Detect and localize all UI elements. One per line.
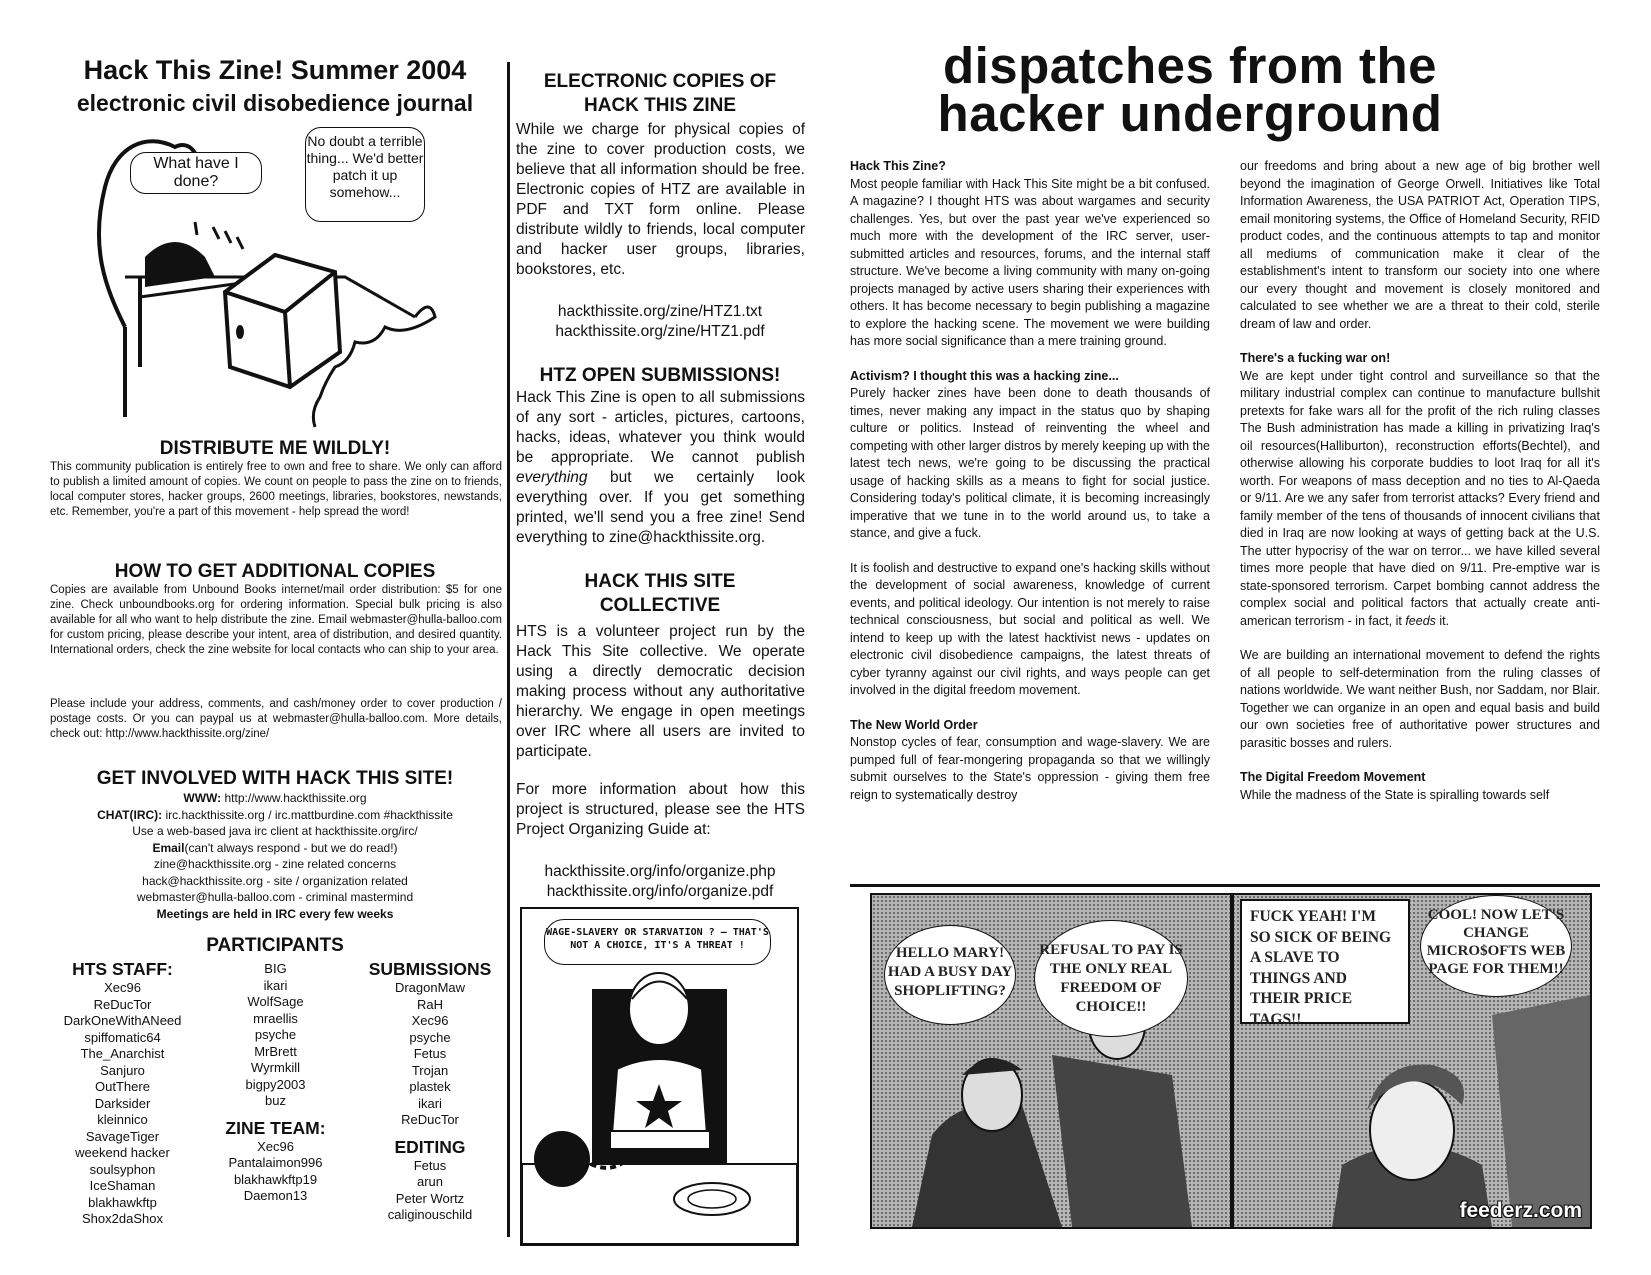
- participant-name: IceShaman: [89, 1178, 156, 1193]
- zine-team-heading: ZINE TEAM:: [225, 1117, 326, 1138]
- submissions-text-a: Hack This Zine is open to all submissions of any sort - articles, pictures, cartoons, hacks, ideas, whatever you think would be appropriate. We cannot publish: [516, 389, 805, 466]
- middle-column: [208, 961, 343, 1205]
- chat-label: CHAT(IRC):: [97, 807, 163, 822]
- participant-name: Daemon13: [243, 1188, 308, 1203]
- collective-body-2: For more information about how this project is structured, please see the HTS Project Organizing Guide at:: [516, 781, 805, 838]
- submissions-text-em: everything: [516, 469, 588, 486]
- email-line: [40, 840, 510, 857]
- organize-php-link[interactable]: hackthissite.org/info/organize.php: [544, 863, 776, 880]
- submissions-heading: SUBMISSIONS: [368, 959, 492, 979]
- participant-name: Shox2daShox: [82, 1211, 163, 1226]
- article-column-b: [1240, 158, 1600, 804]
- staff-heading: HTS STAFF:: [72, 959, 173, 979]
- participant-name: plastek: [409, 1079, 451, 1094]
- dispatches-title-line-1: dispatches from the: [942, 37, 1438, 94]
- www-line: [40, 790, 510, 807]
- editing-list: [355, 1158, 505, 1224]
- participant-name: OutThere: [95, 1079, 150, 1094]
- wage-slavery-illustration: [520, 907, 799, 1246]
- distribute-heading: DISTRIBUTE ME WILDLY!: [159, 438, 391, 459]
- participant-name: weekend hacker: [75, 1145, 170, 1160]
- submissions-open-heading: HTZ OPEN SUBMISSIONS!: [539, 365, 781, 386]
- copies-body-1: Copies are available from Unbound Books internet/mail order distribution: $5 for one zine. Check unboundbooks.org for ordering information. Special bulk pricing is also available for all who want to help distribute the zine. Email webmaster@hulla-balloo.com for custom pricing, please describe your intent, area of distribution, and desired quantity. International orders, check the zine website for local contacts who can ship to your area.: [50, 584, 502, 656]
- involved-heading: GET INVOLVED WITH HACK THIS SITE!: [96, 768, 454, 789]
- copies-body-2: Please include your address, comments, and cash/money order to cover production / postage costs. Or you can paypal us at webmaster@hulla-balloo.com. More details, check out: http://www.hackthissite.org/zine/: [50, 698, 502, 740]
- participant-name: Trojan: [411, 1062, 449, 1078]
- collective-heading: HACK THIS SITE COLLECTIVE: [584, 571, 736, 616]
- zine-subtitle: electronic civil disobedience journal: [76, 90, 474, 116]
- participant-name: Xec96: [257, 1138, 294, 1154]
- article-column-a: [850, 158, 1210, 804]
- distribute-body: This community publication is entirely free to own and free to share. We only can afford to publish a limited amount of copies. We count on people to pass the zine on to friends, local computer stores, hacker groups, 2600 meetings, libraries, bookstores, newstands, etc. Remember, you're a part of this movement - help spread the word!: [50, 461, 502, 518]
- submissions-column: [355, 959, 505, 1224]
- participant-name: psyche: [409, 1029, 451, 1045]
- shoplifting-comic: [870, 893, 1592, 1229]
- dispatches-title-line-2: hacker underground: [937, 85, 1443, 142]
- speech-bubble-left: What have I done?: [130, 152, 262, 194]
- participant-name: Pantalaimon996: [228, 1155, 323, 1170]
- electronic-body: While we charge for physical copies of the zine to cover production costs, we believe that all information should be free. Electronic copies of HTZ are available in PDF and TXT form online. Please distribute wildly to friends, local computer and hacker user groups, libraries, bookstores, etc.: [516, 121, 805, 278]
- email-label: Email: [152, 840, 185, 855]
- comic-caption-fuck-yeah: FUCK YEAH! I'M SO SICK OF BEING A SLAVE TO THINGS AND THEIR PRICE TAGS!!: [1240, 899, 1410, 1024]
- participant-name: ReDucTor: [401, 1112, 459, 1127]
- participant-name: Fetus: [413, 1046, 447, 1061]
- participant-name: ikari: [418, 1095, 442, 1111]
- chat-line: [40, 807, 510, 824]
- participant-name: Xec96: [104, 980, 141, 995]
- comic-bubble-hello-mary: HELLO MARY! HAD A BUSY DAY SHOPLIFTING?: [884, 925, 1016, 1025]
- organize-pdf-link[interactable]: hackthissite.org/info/organize.pdf: [546, 883, 774, 900]
- submissions-open-body: [516, 388, 805, 548]
- hack-this-zine-para: Most people familiar with Hack This Site might be a bit confused. A magazine? I thought HTS was about wargames and security challenges. Yes, but over the past year we've experienced so much more with the development of the IRC server, user-submitted articles and resources, forums, and the internal staff structure. We've become a living community with many on-going projects managed by active users sharing their experiences with others. It has become necessary to begin publishing a magazine to explore the hacking scene. The movement we were building has more social significance than a mere training ground.: [850, 176, 1210, 348]
- war-subhead: There's a fucking war on!: [1240, 351, 1391, 365]
- copies-heading: HOW TO GET ADDITIONAL COPIES: [114, 561, 436, 582]
- new-world-order-subhead: The New World Order: [850, 717, 978, 732]
- speech-bubble-right: No doubt a terrible thing... We'd better patch it up somehow...: [305, 127, 425, 222]
- participant-name: DragonMaw: [394, 980, 466, 995]
- digital-freedom-subhead: The Digital Freedom Movement: [1240, 770, 1426, 784]
- involved-contacts: [40, 790, 510, 922]
- email-webmaster[interactable]: webmaster@hulla-balloo.com - criminal mastermind: [136, 890, 414, 904]
- chat-value: irc.hackthissite.org / irc.mattburdine.com #hackthissite: [162, 807, 453, 822]
- staff-list: [50, 980, 195, 1228]
- email-zine[interactable]: zine@hackthissite.org - zine related concerns: [153, 857, 397, 871]
- war-text-b: it.: [1435, 613, 1450, 628]
- participant-name: blakhawkftp19: [233, 1171, 318, 1187]
- participant-name: soulsyphon: [89, 1161, 156, 1177]
- htz-pdf-link[interactable]: hackthissite.org/zine/HTZ1.pdf: [555, 323, 765, 340]
- participant-name: ikari: [263, 977, 288, 993]
- electronic-heading: ELECTRONIC COPIES OF HACK THIS ZINE: [543, 71, 777, 116]
- comic-credit: feederz.com: [1459, 1199, 1582, 1222]
- staff-column: [50, 959, 195, 1228]
- participants-heading: PARTICIPANTS: [206, 935, 344, 956]
- participant-name: psyche: [254, 1027, 297, 1042]
- participant-name: bigpy2003: [245, 1076, 306, 1092]
- email-hack[interactable]: hack@hackthissite.org - site / organization related: [142, 873, 408, 888]
- participant-name: buz: [265, 1093, 286, 1108]
- email-note: (can't always respond - but we do read!): [184, 840, 398, 855]
- collective-body-1: HTS is a volunteer project run by the Hack This Site collective. We operate using a directly democratic decision making process without any authoritative hierarchy. We engage in open meetings over IRC where all users are invited to participate.: [516, 623, 805, 760]
- foolish-para: It is foolish and destructive to expand one's hacking skills without the development of social awareness, knowledge of current events, and political ideology. Our intention is not merely to raise technical consciousness, but social and political as well. We intend to keep up with the latest hacktivist news - updates on electronic civil disobedience campaigns, the latest threats of cyber tyranny against our civil rights, and ways people can get involved in the digital freedom movement.: [850, 560, 1210, 697]
- java-line: Use a web-based java irc client at hackthissite.org/irc/: [132, 824, 418, 838]
- column-divider: [507, 62, 510, 1237]
- htz-txt-link[interactable]: hackthissite.org/zine/HTZ1.txt: [557, 303, 763, 320]
- participant-name: MrBrett: [254, 1043, 297, 1059]
- participant-name: caliginouschild: [387, 1207, 473, 1222]
- participant-name: ReDucTor: [93, 996, 152, 1012]
- participant-name: The_Anarchist: [80, 1046, 165, 1061]
- hack-this-zine-subhead: Hack This Zine?: [850, 159, 946, 173]
- www-label: WWW:: [183, 791, 222, 805]
- war-text-a: We are kept under tight control and surveillance so that the military industrial complex can continue to manufacture bullshit pretexts for fake wars all for the profit of the rich ruling classes The Bush administration has made a killing in privatizing Iraq's oil resources(Halliburton), reconstruction efforts(Bechtel), and otherwise allowing his corporate buddies to loot Iraq for all it's worth. For weapons of mass deception and no ties to Al-Qaeda or 9/11. Are we any safer from terrorist attacks? Every friend and family member of the tens of thousands of innocent civilians that died in Iraq are now looking at ways of getting back at the U.S. The utter hypocrisy of the war on terror... we have killed several times more people that have died on 9/11. Pre-emptive war is state-sponsored terrorism. Carpet bombing cannot address the complex social and political factors that actually create anti-american terrorism - in fact, it: [1240, 368, 1600, 628]
- submissions-list: [355, 980, 505, 1129]
- participant-name: kleinnico: [97, 1112, 148, 1127]
- meetings-note: Meetings are held in IRC every few weeks: [156, 906, 394, 921]
- digital-freedom-para: While the madness of the State is spiralling towards self: [1240, 787, 1550, 802]
- participant-name: Fetus: [413, 1157, 447, 1173]
- participant-name: DarkOneWithANeed: [63, 1013, 182, 1028]
- middle-participants-list: [208, 961, 343, 1110]
- participant-name: mraellis: [253, 1010, 298, 1026]
- participant-name: Xec96: [411, 1013, 449, 1028]
- participant-name: BIG: [264, 961, 287, 976]
- participant-name: spiffomatic64: [84, 1029, 161, 1045]
- new-world-order-para: Nonstop cycles of fear, consumption and wage-slavery. We are pumped full of fear-mongering propaganda so that we willingly submit ourselves to the State's oppression - giving them free reign to systematically destroy: [850, 735, 1210, 802]
- activism-subhead: Activism? I thought this was a hacking zine...: [850, 368, 1119, 383]
- participant-name: SavageTiger: [85, 1128, 160, 1144]
- comic-bubble-microsofts: COOL! NOW LET'S CHANGE MICRO$OFTS WEB PAGE FOR THEM!!: [1420, 895, 1572, 997]
- participant-name: blakhawkftp: [88, 1194, 157, 1210]
- war-para: [1240, 368, 1600, 631]
- www-link[interactable]: http://www.hackthissite.org: [221, 791, 367, 805]
- zine-title: Hack This Zine! Summer 2004: [83, 55, 467, 85]
- participant-name: Sanjuro: [100, 1062, 145, 1078]
- participant-name: arun: [416, 1174, 444, 1189]
- participant-name: Wyrmkill: [251, 1060, 300, 1075]
- hacker-comic: [85, 127, 465, 432]
- war-text-em: feeds: [1405, 613, 1436, 628]
- participant-name: Peter Wortz: [395, 1190, 465, 1206]
- freedoms-para: our freedoms and bring about a new age of big brother well beyond the imagination of George Orwell. Initiatives like Total Information Awareness, the USA PATRIOT Act, Operation TIPS, email monitoring systems, the Office of Homeland Security, RFID product codes, and the continuous attempts to tap and monitor all mediums of communication make it clear of the establishment's intent to transform our society into one where our every thought and movement is closely monitored and calculated to see whether we are a threat to their cold, sterile dream of law and order.: [1240, 159, 1600, 331]
- editing-heading: EDITING: [394, 1136, 466, 1157]
- comic-bubble-refusal: REFUSAL TO PAY IS THE ONLY REAL FREEDOM OF CHOICE!!: [1034, 920, 1188, 1037]
- comic-top-rule: [850, 884, 1600, 887]
- participant-name: WolfSage: [247, 994, 304, 1009]
- zine-team-list: [208, 1139, 343, 1205]
- participant-name: Darksider: [94, 1095, 151, 1111]
- international-movement-para: We are building an international movement to defend the rights of all people to self-determination from the ruling classes of nations worldwide. We want neither Bush, nor Saddam, nor Blair. Together we can organize in an open and equal basis and build our own societies free of authoritative power structures and parasitic bosses and rulers.: [1240, 648, 1600, 750]
- activism-para: Purely hacker zines have been done to death thousands of times, never making any impact in the status quo by shaping culture or politics. Instead of reinventing the wheel and competing with other larger distros by merely keeping up with the latest tech news, we're going to be discussing the practical usage of hacking skills as a means to fight for social justice. Considering today's political climate, it is becoming increasingly imperative that we tune in to the world around us, to take a stance, and give a fuck.: [850, 386, 1210, 540]
- submissions-text-b: but we certainly look everything over. If you get something printed, we'll send you a free zine! Send everything to zine@hackthissite.org.: [516, 469, 805, 546]
- participant-name: RaH: [416, 996, 443, 1012]
- illustration-speech-bubble: WAGE-SLAVERY OR STARVATION ? — THAT'S NOT A CHOICE, IT'S A THREAT !: [544, 919, 771, 965]
